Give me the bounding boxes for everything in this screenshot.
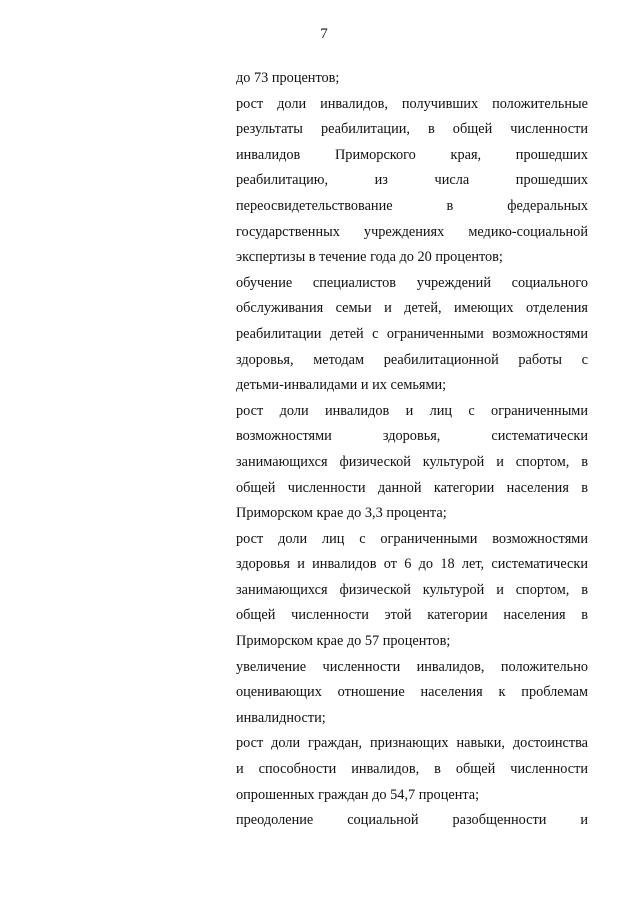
text-line: государственных учреждениях медико-социальной	[236, 223, 588, 240]
text-line: Приморском крае до 57 процентов;	[236, 633, 451, 650]
paragraph	[236, 655, 588, 732]
text-line: занимающихся физической культурой и спортом, в	[236, 581, 588, 598]
text-line: увеличение численности инвалидов, положительно	[236, 658, 588, 675]
page-number: 7	[320, 26, 328, 42]
text-line: занимающихся физической культурой и спортом, в	[236, 453, 588, 470]
text-line: экспертизы в течение года до 20 процентов;	[236, 249, 503, 266]
text-line: оценивающих отношение населения к проблемам	[236, 684, 588, 701]
text-line: Приморском крае до 3,3 процента;	[236, 505, 447, 522]
text-line: возможностями здоровья, систематически	[236, 428, 588, 445]
paragraph	[236, 66, 588, 92]
text-line: рост доли лиц с ограниченными возможностями	[236, 530, 588, 547]
text-line: инвалидности;	[236, 709, 326, 726]
text-line: здоровья, методам реабилитационной работы с	[236, 351, 588, 368]
text-line: переосвидетельствование в федеральных	[236, 197, 588, 214]
text-line: результаты реабилитации, в общей численности	[236, 121, 588, 138]
text-line: преодоление социальной разобщенности и	[236, 812, 588, 829]
text-line: реабилитации детей с ограниченными возможностями	[236, 325, 588, 342]
text-line: реабилитацию, из числа прошедших	[236, 172, 588, 189]
text-line: опрошенных граждан до 54,7 процента;	[236, 786, 480, 803]
text-line: обслуживания семьи и детей, имеющих отделения	[236, 300, 588, 317]
text-line: инвалидов Приморского края, прошедших	[236, 146, 588, 163]
paragraph	[236, 808, 588, 834]
text-line: общей численности этой категории населения в	[236, 607, 588, 624]
paragraph	[236, 399, 588, 527]
paragraph	[236, 527, 588, 655]
paragraph	[236, 271, 588, 399]
paragraph	[236, 92, 588, 271]
text-line: здоровья и инвалидов от 6 до 18 лет, систематически	[236, 556, 588, 573]
text-line: детьми-инвалидами и их семьями;	[236, 377, 447, 394]
text-line: рост доли граждан, признающих навыки, достоинства	[236, 735, 588, 752]
text-line: и способности инвалидов, в общей численности	[236, 761, 588, 778]
text-line: рост доли инвалидов, получивших положительные	[236, 95, 588, 112]
paragraph	[236, 731, 588, 808]
text-line: общей численности данной категории населения в	[236, 479, 588, 496]
document-body	[236, 66, 588, 834]
text-line: рост доли инвалидов и лиц с ограниченными	[236, 402, 588, 419]
text-line: обучение специалистов учреждений социального	[236, 274, 588, 291]
text-line: до 73 процентов;	[236, 70, 340, 86]
